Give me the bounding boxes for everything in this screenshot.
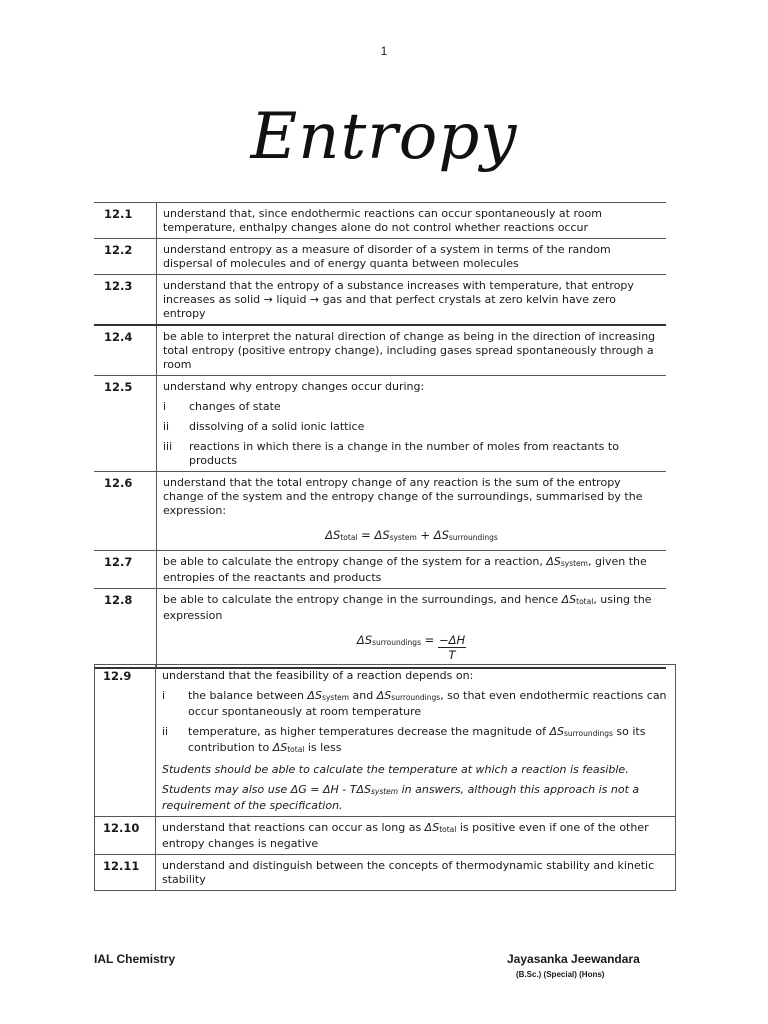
formula-subscript: system: [321, 693, 350, 702]
formula-symbol: ΔS: [307, 689, 322, 702]
table-row: [95, 665, 676, 817]
formula-symbol: ΔS: [272, 741, 288, 754]
formula-subscript: system: [560, 559, 588, 568]
spec-number: 12.11: [103, 859, 140, 873]
formula-symbol: ΔS: [356, 633, 373, 647]
footer-author: Jayasanka Jeewandara: [507, 952, 640, 966]
list-item-text: dissolving of a solid ionic lattice: [189, 420, 365, 433]
table-row: [95, 855, 676, 891]
formula-symbol: ΔS: [376, 689, 392, 702]
spec-text: be able to calculate the entropy change of the system for a reaction,: [163, 555, 547, 568]
spec-text: understand and distinguish between the concepts of thermodynamic stability and kinetic stability: [156, 855, 676, 891]
list-item: [162, 725, 669, 757]
note-text: [162, 783, 669, 813]
spec-text: , using the expression: [163, 593, 652, 622]
roman-numeral: ii: [163, 420, 170, 433]
text-run: and: [349, 689, 377, 702]
text-run: understand that reactions can occur as long as: [162, 821, 425, 834]
footer-course: IAL Chemistry: [94, 952, 176, 966]
page-title: Entropy: [250, 100, 518, 174]
spec-number: 12.3: [104, 279, 133, 293]
table-row: [94, 239, 666, 275]
roman-numeral: ii: [162, 725, 169, 738]
formula-subscript: total: [340, 533, 358, 542]
roman-numeral: iii: [163, 440, 173, 453]
spec-text: understand that, since endothermic reactions can occur spontaneously at room temperature, enthalpy changes alone do not control whether reactions occur: [157, 203, 667, 239]
roman-numeral: i: [163, 400, 167, 413]
spec-text: understand that the total entropy change of any reaction is the sum of the entropy change of the system and the entropy change of the surroundings, summarised by the expression:: [163, 476, 643, 517]
formula-symbol: ΔS: [546, 555, 561, 568]
table-row: [94, 376, 666, 472]
spec-number: 12.7: [104, 555, 133, 569]
fraction-numerator: −ΔH: [438, 633, 466, 647]
list-item-text: changes of state: [189, 400, 281, 413]
spec-number: 12.2: [104, 243, 133, 257]
text-run: is less: [304, 741, 342, 754]
list-item-text: [188, 689, 669, 719]
formula-symbol: ΔS: [561, 593, 577, 606]
list-item: [163, 440, 660, 468]
text-run: so its contribution to: [188, 725, 646, 754]
table-row: [94, 589, 666, 669]
page-number: 1: [380, 44, 388, 58]
table-row: [94, 472, 666, 551]
table-row: [94, 325, 666, 376]
spec-cell: [157, 589, 667, 669]
table-row: [94, 551, 666, 589]
formula-symbol: ΔS: [325, 528, 341, 542]
table-row: [94, 275, 666, 326]
footer-credentials: (B.Sc.) (Special) (Hons): [516, 970, 605, 979]
formula-subscript: total: [576, 597, 594, 606]
spec-text: understand entropy as a measure of disorder of a system in terms of the random dispersal of molecules and of energy quanta between molecules: [157, 239, 667, 275]
spec-number: 12.1: [104, 207, 133, 221]
formula-subscript: system: [389, 533, 417, 542]
text-run: Students may also use ΔG = ΔH - TΔS: [162, 783, 371, 796]
formula-subscript: surroundings: [448, 533, 498, 542]
table-row: [95, 817, 676, 855]
formula-subscript: surroundings: [372, 638, 421, 647]
spec-cell: [157, 376, 667, 472]
spec-text: understand that the feasibility of a reaction depends on:: [162, 669, 474, 682]
spec-number: 12.8: [104, 593, 133, 607]
list-item: [163, 420, 660, 434]
text-run: in answers, although this approach is not a requirement of the specification.: [162, 783, 640, 812]
text-run: temperature, as higher temperatures decrease the magnitude of: [188, 725, 550, 738]
formula-subscript: total: [439, 825, 457, 834]
surroundings-entropy-formula: [163, 633, 660, 662]
spec-text: be able to calculate the entropy change in the surroundings, and hence: [163, 593, 562, 606]
formula-symbol: ΔS: [549, 725, 564, 738]
formula-symbol: ΔS: [433, 528, 449, 542]
spec-cell: [156, 817, 676, 855]
spec-table-feasibility: [94, 664, 676, 891]
text-run: , so that even endothermic reactions can occur spontaneously at room temperature: [188, 689, 667, 718]
table-row: [94, 203, 666, 239]
spec-text: be able to interpret the natural direction of change as being in the direction of increasing total entropy (positive entropy change), including gases spread spontaneously through a room: [157, 325, 667, 376]
spec-text: understand that the entropy of a substance increases with temperature, that entropy increases as solid → liquid → gas and that perfect crystals at zero kelvin have zero entropy: [157, 275, 667, 326]
text-run: is positive even if one of the other entropy changes is negative: [162, 821, 649, 850]
formula-symbol: ΔS: [424, 821, 440, 834]
spec-cell: [157, 472, 667, 551]
formula-symbol: ΔS: [374, 528, 390, 542]
roman-numeral: i: [162, 689, 166, 702]
formula-operator: =: [357, 528, 375, 542]
spec-number: 12.6: [104, 476, 133, 490]
spec-cell: [157, 551, 667, 589]
note-text: Students should be able to calculate the temperature at which a reaction is feasible.: [162, 763, 629, 776]
formula-fraction: [438, 633, 466, 662]
formula-subscript: surroundings: [564, 729, 613, 738]
spec-text: , given the entropies of the reactants and products: [163, 555, 647, 584]
spec-cell: [156, 665, 676, 817]
total-entropy-formula: [163, 528, 660, 545]
list-item-text: reactions in which there is a change in the number of moles from reactants to products: [189, 440, 619, 467]
spec-number: 12.9: [103, 669, 132, 683]
spec-text: understand why entropy changes occur during:: [163, 380, 425, 393]
list-item-text: [188, 725, 669, 757]
spec-number: 12.5: [104, 380, 133, 394]
text-run: the balance between: [188, 689, 308, 702]
formula-operator: =: [420, 633, 438, 647]
spec-table-entropy: [94, 202, 666, 669]
list-item: [163, 400, 660, 414]
formula-subscript: total: [287, 745, 305, 754]
formula-subscript: surroundings: [391, 693, 441, 702]
formula-subscript: system: [370, 787, 399, 796]
fraction-denominator: T: [448, 648, 456, 662]
formula-operator: +: [416, 528, 434, 542]
spec-number: 12.4: [104, 330, 133, 344]
list-item: [162, 689, 669, 719]
spec-number: 12.10: [103, 821, 140, 835]
